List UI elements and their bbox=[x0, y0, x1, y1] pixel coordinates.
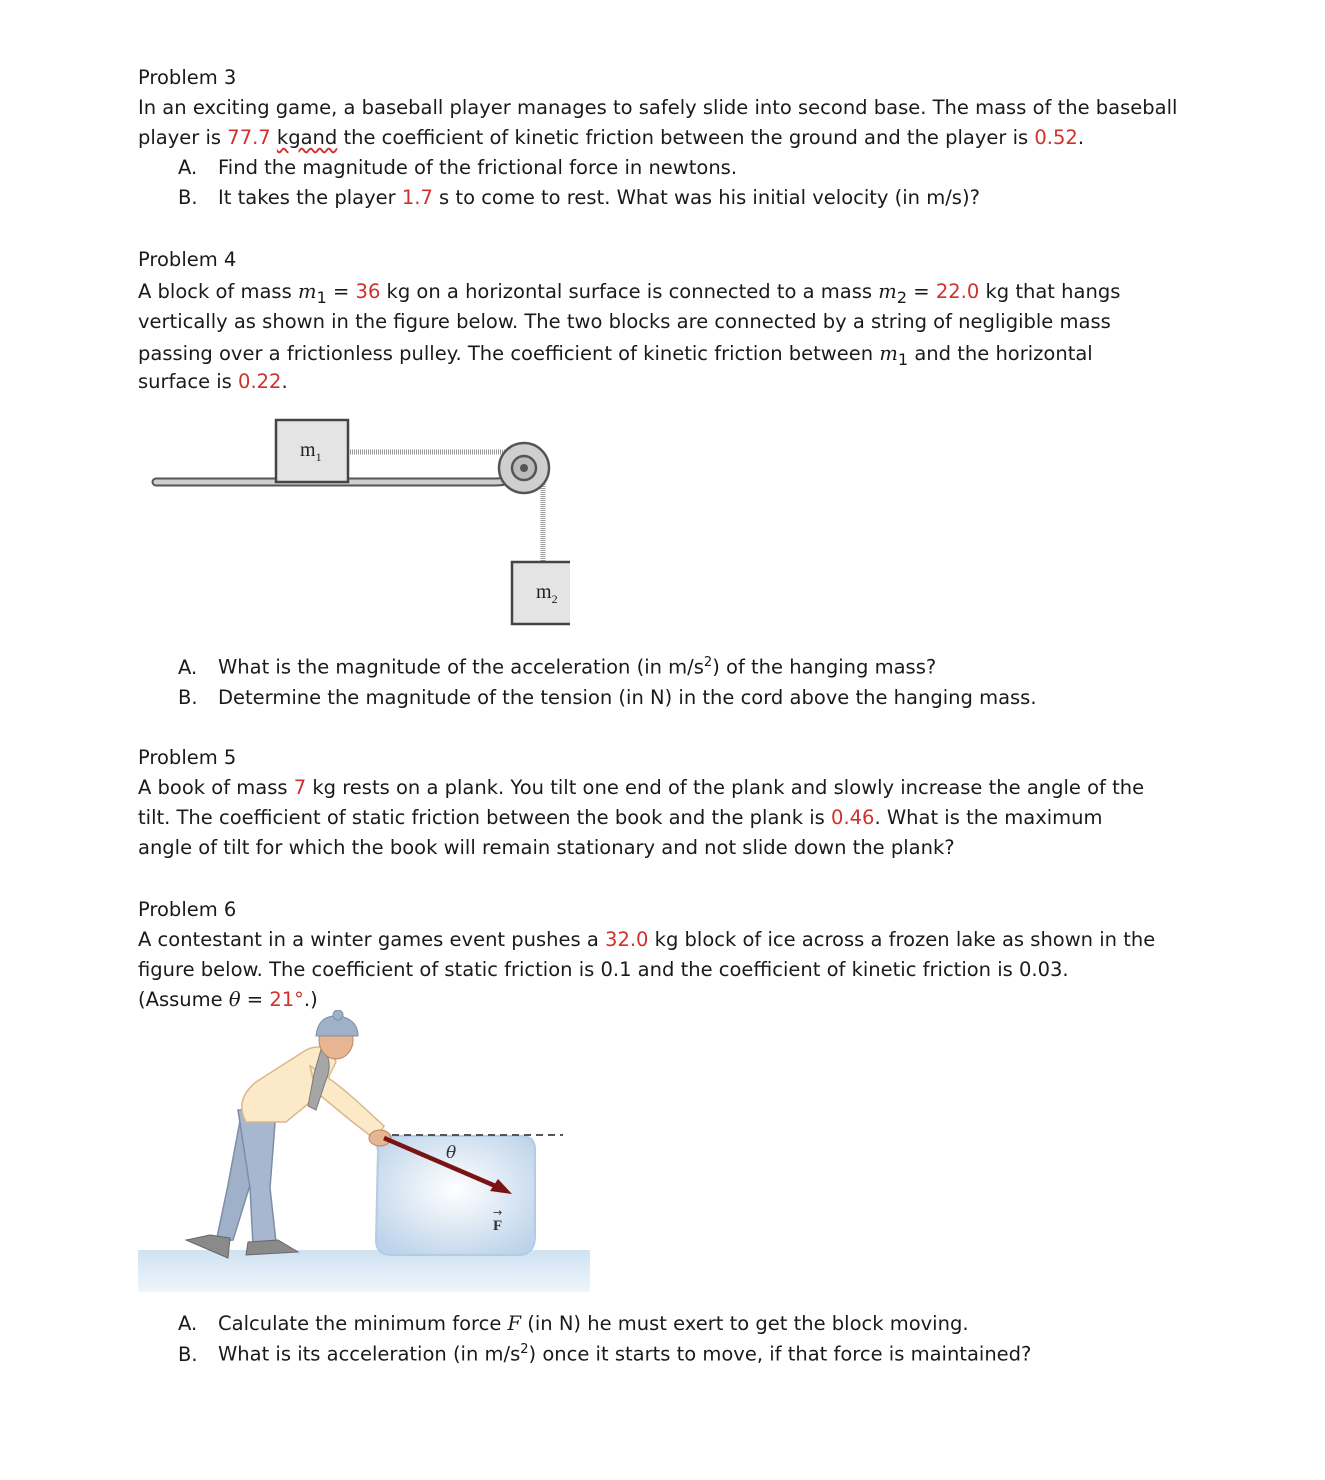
ice-push-figure bbox=[138, 1010, 593, 1295]
p4-m2-value: 22.0 bbox=[935, 280, 980, 303]
problem-4-part-b: B. Determine the magnitude of the tension (in N) in the cord above the hanging mass. bbox=[178, 686, 1037, 709]
p6-mass-value: 32.0 bbox=[605, 928, 649, 951]
p4-m1-value: 36 bbox=[355, 280, 381, 303]
problem-3-title: Problem 3 bbox=[138, 66, 237, 89]
block-m1-label: $m_1$ bbox=[300, 439, 322, 464]
p6-theta-value: 21° bbox=[269, 988, 304, 1011]
problem-6-part-a: A. Calculate the minimum force F (in N) he must exert to get the block moving. bbox=[178, 1312, 969, 1335]
frozen-lake-ground bbox=[138, 1250, 590, 1292]
p3-time-value: 1.7 bbox=[401, 186, 433, 209]
p3-mass-value: 77.7 bbox=[227, 126, 271, 149]
pulley-figure bbox=[150, 410, 570, 635]
problem-6-line-3: (Assume θ = 21°.) bbox=[138, 988, 318, 1011]
p5-mu-value: 0.46 bbox=[831, 806, 875, 829]
problem-6-part-b: B. What is its acceleration (in $m/s^2$) once it starts to move, if that force is maintained? bbox=[178, 1342, 1032, 1366]
p5-mass-value: 7 bbox=[293, 776, 307, 799]
problem-3-part-b: B. It takes the player 1.7 s to come to rest. What was his initial velocity (in m/s)? bbox=[178, 186, 980, 209]
problem-4-line-1: A block of mass $m_1 = 36$ kg on a horizontal surface is connected to a mass $m_2 = 22.0$ kg that hangs bbox=[138, 280, 1121, 307]
theta-label: θ bbox=[446, 1143, 457, 1163]
problem-3-part-a: A. Find the magnitude of the frictional force in newtons. bbox=[178, 156, 738, 179]
force-label: F bbox=[493, 1218, 503, 1234]
problem-4-line-3: passing over a frictionless pulley. The coefficient of kinetic friction between $m_1$ and the horizontal bbox=[138, 342, 1093, 369]
problem-4-title: Problem 4 bbox=[138, 248, 237, 271]
problem-5-line-3: angle of tilt for which the book will remain stationary and not slide down the plank? bbox=[138, 836, 955, 859]
problem-5-line-2: tilt. The coefficient of static friction between the book and the plank is 0.46. What is the maximum bbox=[138, 806, 1103, 829]
p3-mu-value: 0.52 bbox=[1034, 126, 1078, 149]
problem-3-line-2: player is 77.7 kgand the coefficient of kinetic friction between the ground and the player is 0.52. bbox=[138, 126, 1085, 149]
problem-6-line-1: A contestant in a winter games event pushes a 32.0 kg block of ice across a frozen lake as shown in the bbox=[138, 928, 1156, 951]
problem-6-title: Problem 6 bbox=[138, 898, 237, 921]
problem-4-part-a: A. What is the magnitude of the acceleration (in $m/s^2$) of the hanging mass? bbox=[178, 655, 937, 679]
force-vector-arrow: → bbox=[493, 1206, 503, 1219]
problem-4-line-2: vertically as shown in the figure below. The two blocks are connected by a string of negligible mass bbox=[138, 310, 1111, 333]
block-m2-label: $m_2$ bbox=[536, 581, 558, 606]
problem-5-line-1: A book of mass 7 kg rests on a plank. You tilt one end of the plank and slowly increase the angle of the bbox=[138, 776, 1145, 799]
problem-6-line-2: figure below. The coefficient of static friction is 0.1 and the coefficient of kinetic friction is 0.03. bbox=[138, 958, 1069, 981]
problem-5-title: Problem 5 bbox=[138, 746, 237, 769]
p4-mu-value: 0.22 bbox=[238, 370, 282, 393]
problem-4-line-4: surface is 0.22. bbox=[138, 370, 288, 393]
p3-unit-typo: kgand bbox=[276, 126, 338, 149]
problem-3-line-1: In an exciting game, a baseball player manages to safely slide into second base. The mass of the baseball bbox=[138, 96, 1178, 119]
person-front-shoe bbox=[246, 1240, 298, 1255]
